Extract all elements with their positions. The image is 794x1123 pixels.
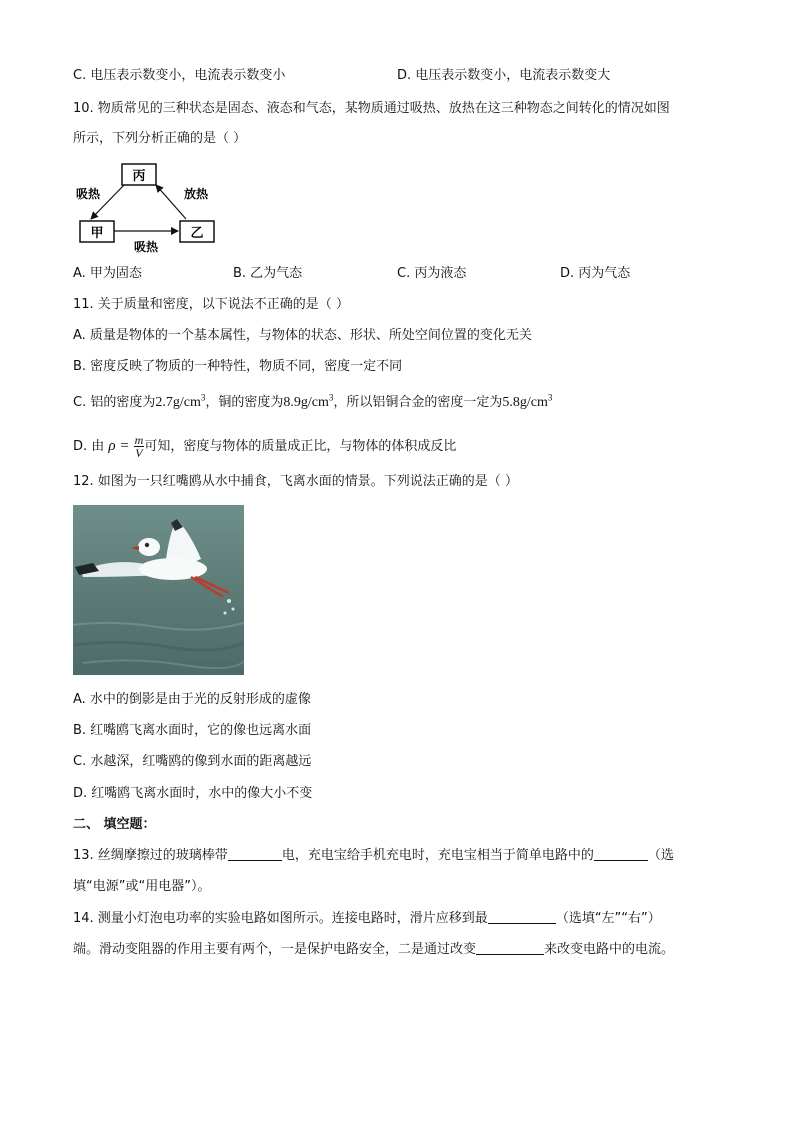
q11-d-prefix: D. 由 [73, 439, 105, 454]
q12-option-b: B. 红嘴鸥飞离水面时，它的像也远离水面 [73, 723, 312, 738]
box-yi-label: 乙 [190, 226, 204, 241]
q9-option-d: D. 电压表示数变小，电流表示数变大 [397, 68, 611, 83]
q10-option-c: C. 丙为液态 [397, 266, 467, 281]
q10-stem-line1: 10. 物质常见的三种状态是固态、液态和气态，某物质通过吸热、放热在这三种物态之间转化的情况如图 [73, 101, 670, 116]
q11-c-text1: C. 铝的密度为 [73, 395, 156, 410]
seagull-photo [73, 505, 244, 675]
q11-c-text3: ，所以铝铜合金的密度一定为 [333, 395, 503, 410]
q11-c-exp1: 3 [200, 392, 206, 403]
q11-d-suffix: 可知，密度与物体的质量成正比，与物体的体积成反比 [144, 439, 457, 454]
q12-option-a: A. 水中的倒影是由于光的反射形成的虚像 [73, 692, 311, 707]
q14-text2: （选填“左”“右”） [555, 911, 661, 926]
q11-c-al-density: 2.7g/cm [155, 395, 201, 410]
label-right-release: 放热 [184, 187, 209, 201]
q11-c-exp2: 3 [328, 392, 334, 403]
q13-text2: 电，充电宝给手机充电时，充电宝相当于简单电路中的 [281, 848, 594, 863]
q11-d-rho: ρ = [108, 438, 130, 454]
box-jia-label: 甲 [90, 226, 104, 241]
q11-option-c [73, 393, 552, 413]
q14-line1 [73, 909, 661, 929]
q14-text4: 来改变电路中的电流。 [544, 942, 675, 957]
q9-option-c: C. 电压表示数变小，电流表示数变小 [73, 68, 286, 83]
formula-denominator: V [135, 446, 143, 460]
q10-stem-line2: 所示，下列分析正确的是（ ） [73, 131, 247, 146]
q14-text3: 端。滑动变阻器的作用主要有两个，一是保护电路安全，二是通过改变 [73, 942, 477, 957]
q11-option-a: A. 质量是物体的一个基本属性，与物体的状态、形状、所处空间位置的变化无关 [73, 328, 532, 343]
q13-text3: （选 [647, 848, 674, 863]
q11-c-exp3: 3 [547, 392, 553, 403]
q11-option-b: B. 密度反映了物质的一种特性，物质不同，密度一定不同 [73, 359, 403, 374]
state-change-diagram [74, 158, 219, 253]
q14-line2 [73, 940, 674, 960]
q13-text1: 13. 丝绸摩擦过的玻璃棒带 [73, 848, 228, 863]
q10-option-b: B. 乙为气态 [233, 266, 303, 281]
q14-blank-1[interactable] [488, 909, 556, 924]
q11-stem: 11. 关于质量和密度，以下说法不正确的是（ ） [73, 297, 349, 312]
label-bottom-absorb: 吸热 [133, 240, 159, 253]
q11-c-text2: ，铜的密度为 [205, 395, 284, 410]
q12-option-c: C. 水越深，红嘴鸥的像到水面的距离越远 [73, 754, 312, 769]
q11-option-d [73, 434, 456, 459]
density-formula [134, 434, 145, 459]
q12-option-d: D. 红嘴鸥飞离水面时，水中的像大小不变 [73, 786, 313, 801]
q10-option-a: A. 甲为固态 [73, 266, 142, 281]
q13-blank-1[interactable] [228, 846, 282, 861]
q14-text1: 14. 测量小灯泡电功率的实验电路如图所示。连接电路时，滑片应移到最 [73, 911, 488, 926]
box-bing-label: 丙 [132, 169, 146, 184]
q13-line2: 填“电源”或“用电器”）。 [73, 879, 211, 894]
q11-c-cu-density: 8.9g/cm [283, 395, 329, 410]
arrow-yi-to-bing [156, 185, 186, 219]
formula-numerator: m [134, 433, 144, 447]
q12-stem: 12. 如图为一只红嘴鸥从水中捕食，飞离水面的情景。下列说法正确的是（ ） [73, 474, 518, 489]
q13-line1 [73, 846, 674, 866]
q14-blank-2[interactable] [476, 940, 544, 955]
q13-blank-2[interactable] [594, 846, 648, 861]
q10-option-d: D. 丙为气态 [560, 266, 631, 281]
q11-c-alloy-density: 5.8g/cm [502, 395, 548, 410]
section-heading-fill-in: 二、 填空题： [73, 817, 156, 832]
label-left-absorb: 吸热 [76, 187, 101, 201]
